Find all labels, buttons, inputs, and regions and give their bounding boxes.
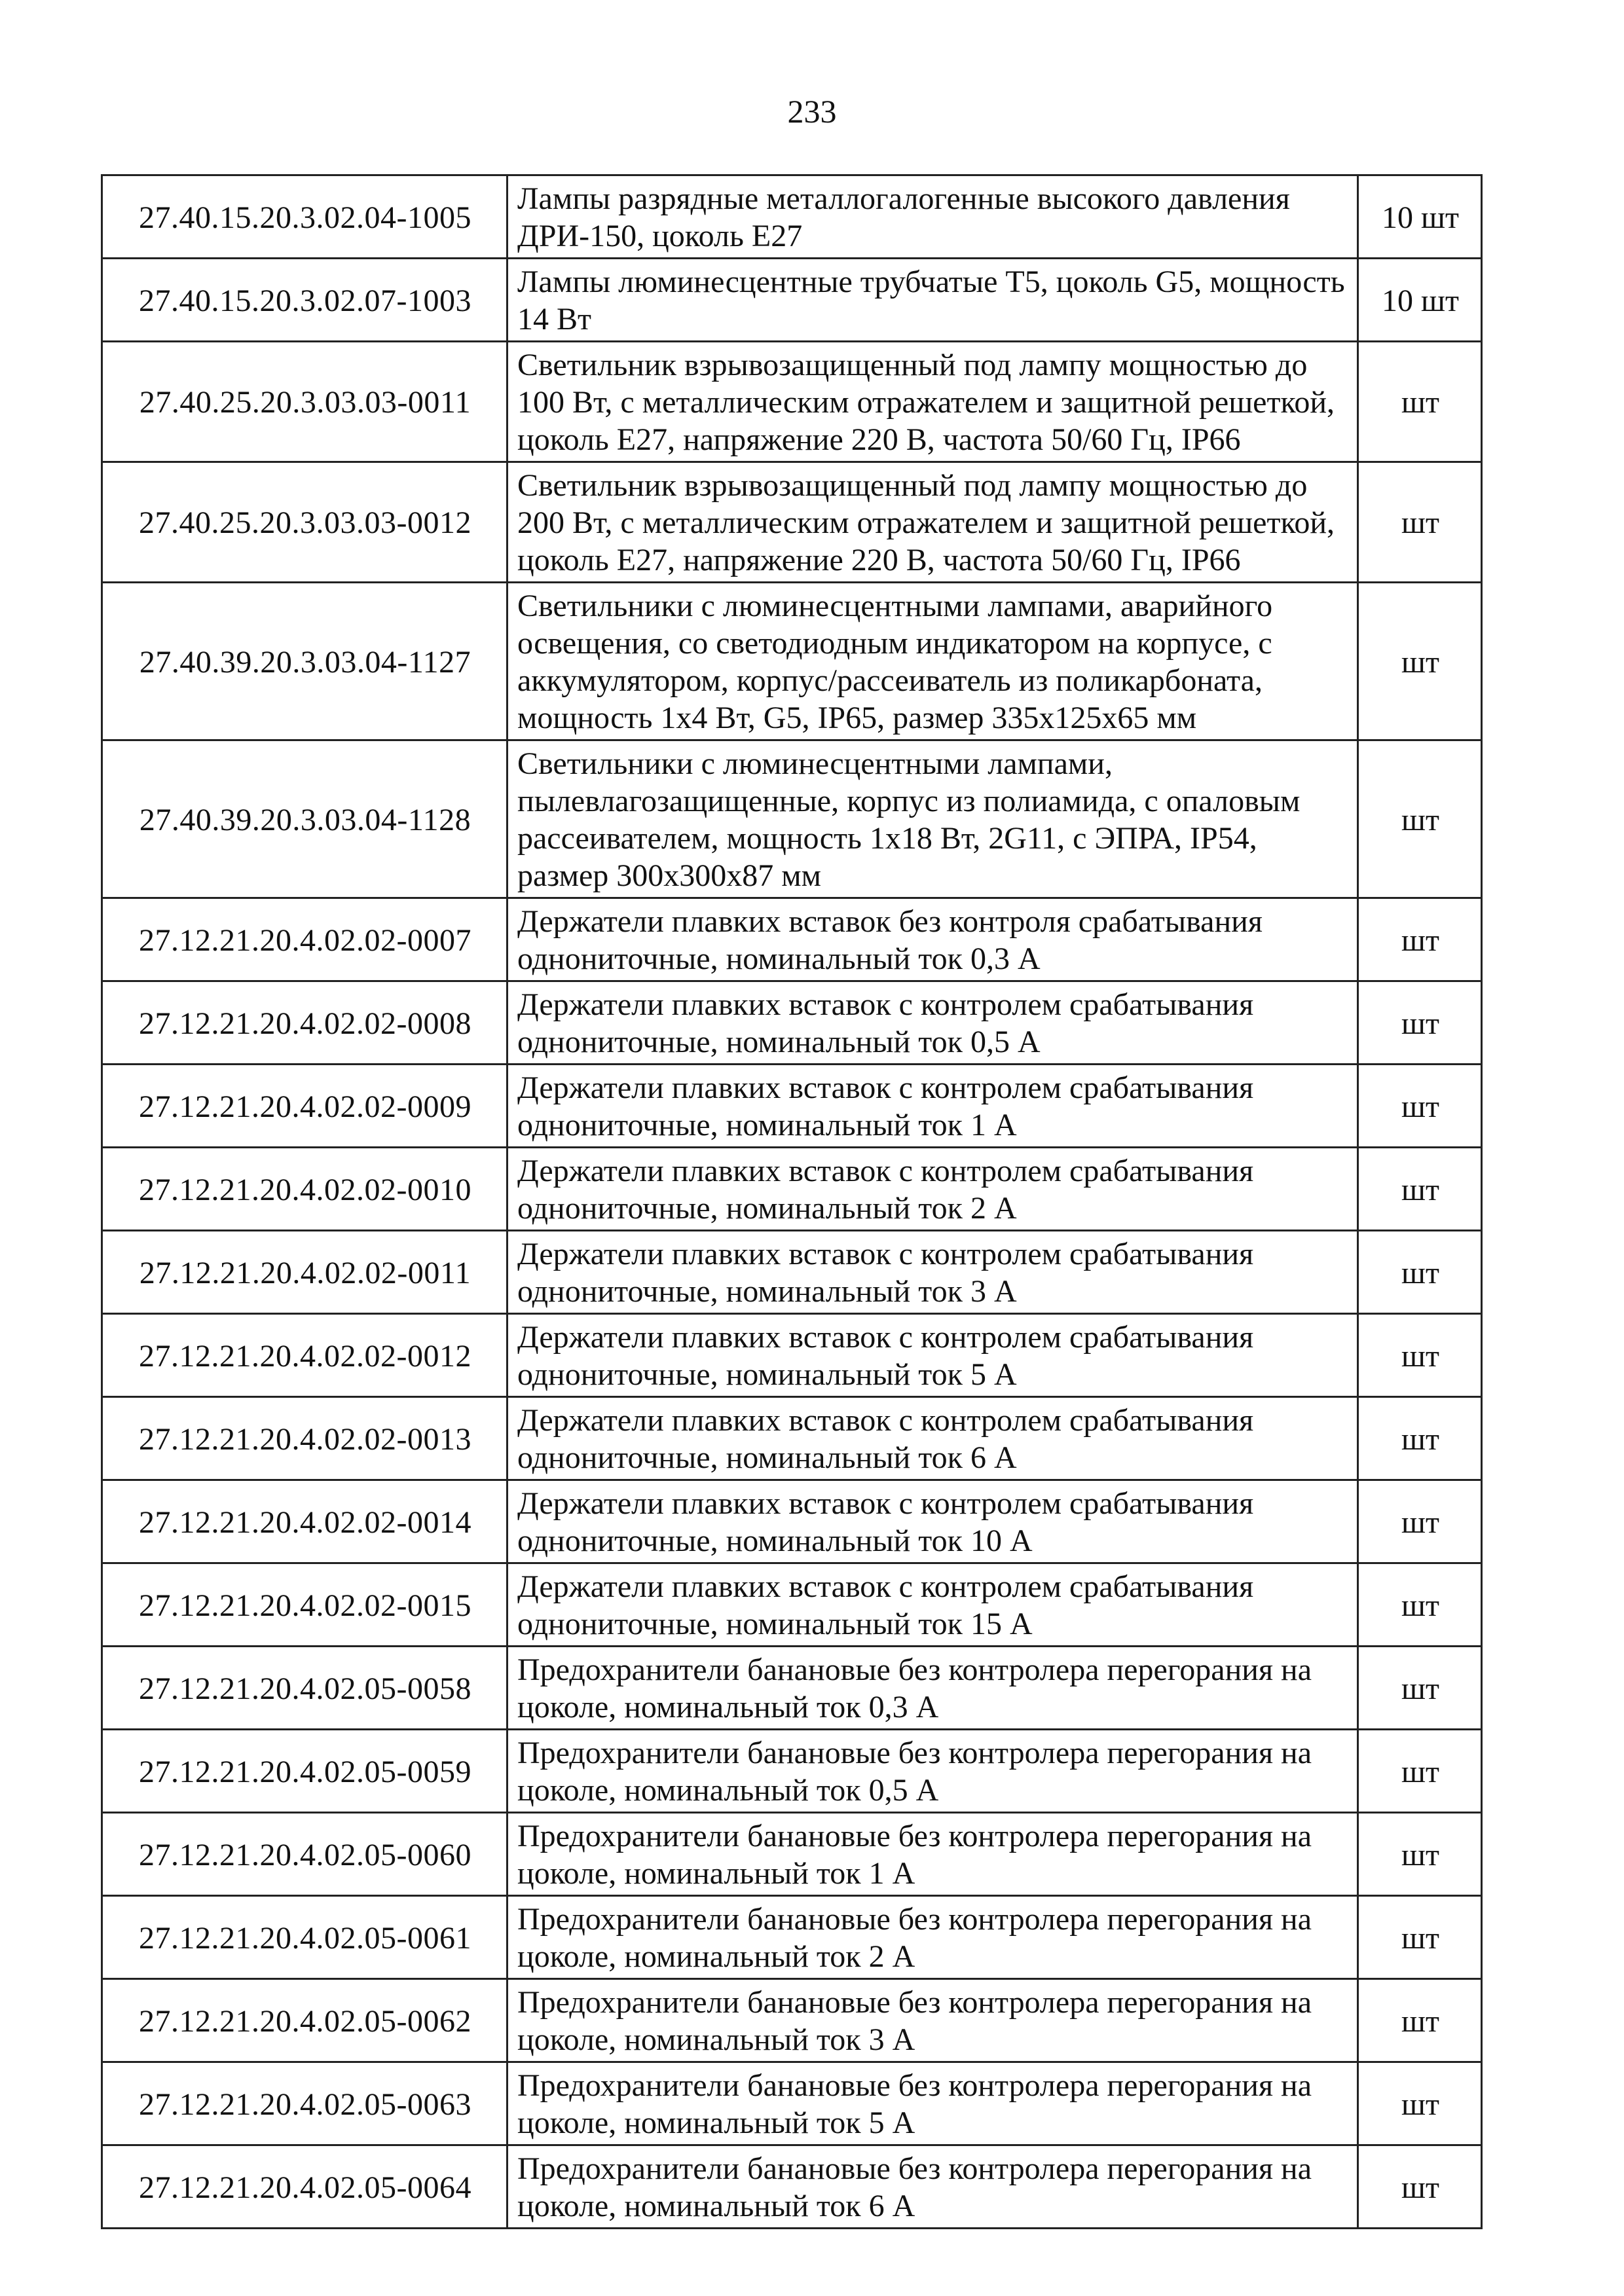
unit-cell: шт: [1358, 1813, 1482, 1896]
resource-description-cell: Лампы разрядные металлогалогенные высокого давления ДРИ-150, цоколь Е27: [507, 175, 1358, 259]
table-row: [102, 1813, 1482, 1896]
table-row: [102, 1231, 1482, 1314]
table-row: [102, 1563, 1482, 1647]
resource-description-cell: Держатели плавких вставок с контролем срабатывания однониточные, номинальный ток 10 А: [507, 1480, 1358, 1563]
resource-code-cell: 27.40.15.20.3.02.04-1005: [102, 175, 507, 259]
resource-code-cell: 27.12.21.20.4.02.02-0007: [102, 898, 507, 981]
resource-description-cell: Держатели плавких вставок с контролем срабатывания однониточные, номинальный ток 15 А: [507, 1563, 1358, 1647]
resource-description-cell: Держатели плавких вставок с контролем срабатывания однониточные, номинальный ток 2 А: [507, 1148, 1358, 1231]
table-row: [102, 898, 1482, 981]
resource-code-cell: 27.12.21.20.4.02.05-0061: [102, 1896, 507, 1979]
unit-cell: шт: [1358, 1314, 1482, 1397]
resource-code-cell: 27.12.21.20.4.02.02-0008: [102, 981, 507, 1065]
resource-code-cell: 27.12.21.20.4.02.02-0009: [102, 1065, 507, 1148]
table-row: [102, 981, 1482, 1065]
resource-description-cell: Предохранители банановые без контролера перегорания на цоколе, номинальный ток 0,3 А: [507, 1647, 1358, 1730]
resource-code-cell: 27.40.15.20.3.02.07-1003: [102, 259, 507, 342]
table-row: [102, 1148, 1482, 1231]
unit-cell: шт: [1358, 1896, 1482, 1979]
unit-cell: шт: [1358, 1647, 1482, 1730]
unit-cell: шт: [1358, 1563, 1482, 1647]
unit-cell: шт: [1358, 1730, 1482, 1813]
resource-code-cell: 27.12.21.20.4.02.02-0012: [102, 1314, 507, 1397]
resource-description-cell: Предохранители банановые без контролера перегорания на цоколе, номинальный ток 3 А: [507, 1979, 1358, 2062]
resource-description-cell: Предохранители банановые без контролера перегорания на цоколе, номинальный ток 0,5 А: [507, 1730, 1358, 1813]
table-row: [102, 2062, 1482, 2145]
unit-cell: шт: [1358, 342, 1482, 462]
resource-code-cell: 27.12.21.20.4.02.05-0063: [102, 2062, 507, 2145]
resource-code-cell: 27.40.39.20.3.03.04-1128: [102, 740, 507, 898]
unit-cell: шт: [1358, 981, 1482, 1065]
unit-cell: шт: [1358, 462, 1482, 583]
resource-code-cell: 27.12.21.20.4.02.05-0062: [102, 1979, 507, 2062]
resource-code-cell: 27.12.21.20.4.02.05-0058: [102, 1647, 507, 1730]
resource-description-cell: Держатели плавких вставок с контролем срабатывания однониточные, номинальный ток 6 А: [507, 1397, 1358, 1480]
table-row: [102, 740, 1482, 898]
unit-cell: шт: [1358, 1480, 1482, 1563]
resource-code-cell: 27.12.21.20.4.02.05-0060: [102, 1813, 507, 1896]
unit-cell: шт: [1358, 898, 1482, 981]
table-row: [102, 583, 1482, 740]
resource-code-cell: 27.12.21.20.4.02.05-0059: [102, 1730, 507, 1813]
table-row: [102, 2145, 1482, 2229]
table-row: [102, 1397, 1482, 1480]
resource-code-cell: 27.12.21.20.4.02.05-0064: [102, 2145, 507, 2229]
unit-cell: шт: [1358, 1148, 1482, 1231]
table-row: [102, 1065, 1482, 1148]
resource-description-cell: Предохранители банановые без контролера перегорания на цоколе, номинальный ток 6 А: [507, 2145, 1358, 2229]
resource-description-cell: Предохранители банановые без контролера перегорания на цоколе, номинальный ток 1 А: [507, 1813, 1358, 1896]
resource-description-cell: Лампы люминесцентные трубчатые Т5, цоколь G5, мощность 14 Вт: [507, 259, 1358, 342]
unit-cell: шт: [1358, 2145, 1482, 2229]
unit-cell: шт: [1358, 1979, 1482, 2062]
resource-description-cell: Держатели плавких вставок с контролем срабатывания однониточные, номинальный ток 1 А: [507, 1065, 1358, 1148]
resource-description-cell: Держатели плавких вставок с контролем срабатывания однониточные, номинальный ток 5 А: [507, 1314, 1358, 1397]
resource-description-cell: Держатели плавких вставок без контроля срабатывания однониточные, номинальный ток 0,3 А: [507, 898, 1358, 981]
resource-description-cell: Предохранители банановые без контролера перегорания на цоколе, номинальный ток 5 А: [507, 2062, 1358, 2145]
table-row: [102, 1480, 1482, 1563]
resource-description-cell: Предохранители банановые без контролера перегорания на цоколе, номинальный ток 2 А: [507, 1896, 1358, 1979]
table-row: [102, 175, 1482, 259]
page-number: 233: [787, 93, 837, 130]
table-row: [102, 259, 1482, 342]
table-body: [102, 175, 1482, 2229]
unit-cell: шт: [1358, 1231, 1482, 1314]
unit-cell: шт: [1358, 583, 1482, 740]
unit-cell: шт: [1358, 1397, 1482, 1480]
table-row: [102, 1896, 1482, 1979]
unit-cell: 10 шт: [1358, 175, 1482, 259]
resource-code-cell: 27.40.39.20.3.03.04-1127: [102, 583, 507, 740]
resource-description-cell: Светильник взрывозащищенный под лампу мощностью до 100 Вт, с металлическим отражателем и защитной решеткой, цоколь Е27, напряжение 220 В, частота 50/60 Гц, IP66: [507, 342, 1358, 462]
resource-table: [101, 174, 1483, 2229]
table-row: [102, 1647, 1482, 1730]
resource-description-cell: Держатели плавких вставок с контролем срабатывания однониточные, номинальный ток 0,5 А: [507, 981, 1358, 1065]
resource-description-cell: Светильник взрывозащищенный под лампу мощностью до 200 Вт, с металлическим отражателем и защитной решеткой, цоколь Е27, напряжение 220 В, частота 50/60 Гц, IP66: [507, 462, 1358, 583]
resource-code-cell: 27.12.21.20.4.02.02-0010: [102, 1148, 507, 1231]
unit-cell: шт: [1358, 1065, 1482, 1148]
unit-cell: шт: [1358, 2062, 1482, 2145]
resource-description-cell: Светильники с люминесцентными лампами, пылевлагозащищенные, корпус из полиамида, с опаловым рассеивателем, мощность 1х18 Вт, 2G11, с ЭПРА, IP54, размер 300х300х87 мм: [507, 740, 1358, 898]
resource-code-cell: 27.12.21.20.4.02.02-0011: [102, 1231, 507, 1314]
resource-code-cell: 27.12.21.20.4.02.02-0015: [102, 1563, 507, 1647]
resource-code-cell: 27.40.25.20.3.03.03-0011: [102, 342, 507, 462]
table-row: [102, 342, 1482, 462]
unit-cell: 10 шт: [1358, 259, 1482, 342]
resource-description-cell: Держатели плавких вставок с контролем срабатывания однониточные, номинальный ток 3 А: [507, 1231, 1358, 1314]
table-row: [102, 462, 1482, 583]
resource-code-cell: 27.40.25.20.3.03.03-0012: [102, 462, 507, 583]
table-row: [102, 1730, 1482, 1813]
table-row: [102, 1314, 1482, 1397]
unit-cell: шт: [1358, 740, 1482, 898]
resource-description-cell: Светильники с люминесцентными лампами, аварийного освещения, со светодиодным индикатором на корпусе, с аккумулятором, корпус/рассеиватель из поликарбоната, мощность 1х4 Вт, G5, IP65, размер 335х125х65 мм: [507, 583, 1358, 740]
table-row: [102, 1979, 1482, 2062]
resource-code-cell: 27.12.21.20.4.02.02-0014: [102, 1480, 507, 1563]
resource-code-cell: 27.12.21.20.4.02.02-0013: [102, 1397, 507, 1480]
